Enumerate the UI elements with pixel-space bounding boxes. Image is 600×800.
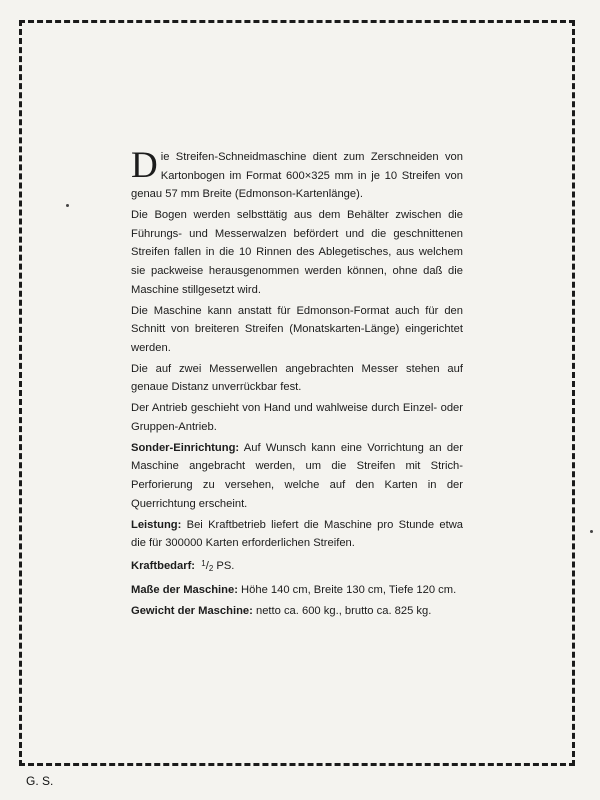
- power-fraction-denominator: 2: [208, 564, 214, 574]
- performance-text: Bei Kraftbetrieb liefert die Maschine pro Stunde etwa die für 300000 Karten erforderlichen Streifen.: [131, 518, 463, 550]
- special-equipment-text: Auf Wunsch kann eine Vorrichtung an der Maschine angebracht werden, um die Streifen mit Strich-Perforierung zu versehen, welche auf den Karten in der Querrichtung erscheint.: [131, 441, 463, 510]
- paragraph-dimensions: [131, 581, 463, 600]
- paragraph-feeding: Die Bogen werden selbsttätig aus dem Behälter zwischen die Führungs- und Messerwalzen befördert und die geschnittenen Streifen fallen in die 10 Rinnen des Ablegetisches, aus welchem sie packweise herausgenommen werden können, ohne daß die Maschine stillgesetzt wird.: [131, 209, 463, 296]
- ink-speck: [66, 204, 69, 207]
- dimensions-label: Maße der Maschine:: [131, 584, 238, 597]
- paragraph-knives: Die auf zwei Messerwellen angebrachten Messer stehen auf genaue Distanz unverrückbar fest.: [131, 362, 463, 394]
- power-label: Kraftbedarf:: [131, 560, 196, 573]
- paragraph-weight: [131, 602, 463, 621]
- paragraph-format: Die Maschine kann anstatt für Edmonson-Format auch für den Schnitt von breiteren Streifen (Monatskarten-Länge) eingerichtet werden.: [131, 304, 463, 354]
- power-fraction-numerator: 1: [201, 559, 206, 569]
- dimensions-text: Höhe 140 cm, Breite 130 cm, Tiefe 120 cm.: [241, 584, 457, 597]
- paragraph-performance: [131, 516, 463, 553]
- paragraph-power: Kraftbedarf: $^1$/2 PS.: [131, 559, 235, 574]
- drop-cap: D: [131, 145, 158, 186]
- signature-initials: G. S.: [26, 774, 54, 788]
- power-unit: PS.: [216, 560, 235, 573]
- paragraph-special-equipment: [131, 439, 463, 513]
- ink-speck: [590, 530, 593, 533]
- paragraph-intro-text: ie Streifen-Schneidmaschine dient zum Zerschneiden von Kartonbogen im Format 600×325 mm in je 10 Streifen von genau 57 mm Breite (Edmonson-Kartenlänge).: [131, 151, 463, 201]
- weight-text: netto ca. 600 kg., brutto ca. 825 kg.: [255, 605, 432, 618]
- weight-label: Gewicht der Maschine:: [131, 605, 253, 618]
- special-equipment-label: Sonder-Einrichtung:: [131, 441, 240, 454]
- paragraph-drive: Der Antrieb geschieht von Hand und wahlweise durch Einzel- oder Gruppen-Antrieb.: [131, 402, 463, 433]
- performance-label: Leistung:: [131, 518, 182, 531]
- paragraph-intro: [131, 145, 463, 204]
- document-body: [131, 145, 463, 623]
